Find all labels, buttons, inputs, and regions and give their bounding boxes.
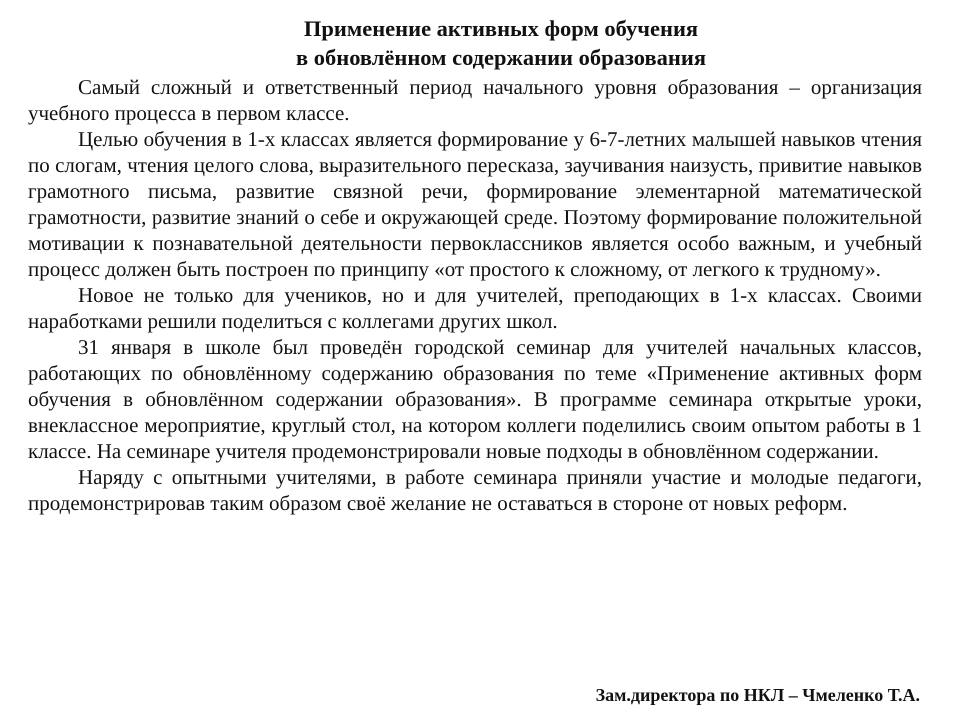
- paragraph-5: Наряду с опытными учителями, в работе семинара приняли участие и молодые педагоги, продемонстрировав таким образом своё желание не оставаться в стороне от новых реформ.: [28, 465, 922, 515]
- article-body: [28, 74, 922, 516]
- title-line-1: Применение активных форм обучения: [303, 16, 699, 41]
- paragraph-4: 31 января в школе был проведён городской семинар для учителей начальных классов, работающих по обновлённому содержанию образования по теме «Применение активных форм обучения в обновлённом содержании образования». В программе семинара открытые уроки, внеклассное мероприятие, круглый стол, на котором коллеги поделились своим опытом работы в 1 классе. На семинаре учителя продемонстрировали новые подходы в обновлённом содержании.: [28, 335, 922, 463]
- signature: Зам.директора по НКЛ – Чмеленко Т.А.: [595, 685, 920, 705]
- title-line-2: в обновлённом содержании образования: [295, 45, 706, 70]
- document-title: [28, 14, 922, 72]
- paragraph-2: Целью обучения в 1-х классах является формирование у 6-7-летних малышей навыков чтения по слогам, чтения целого слова, выразительного пересказа, заучивания наизусть, привитие навыков грамотного письма, развитие связной речи, формирование элементарной математической грамотности, развитие знаний о себе и окружающей среде. Поэтому формирование положительной мотивации к познавательной деятельности первоклассников является особо важным, и учебный процесс должен быть построен по принципу «от простого к сложному, от легкого к трудному».: [28, 127, 922, 281]
- document-page: [28, 14, 922, 714]
- paragraph-3: Новое не только для учеников, но и для учителей, преподающих в 1-х классах. Своими наработками решили поделиться с коллегами других школ.: [28, 283, 922, 333]
- paragraph-1: Самый сложный и ответственный период начального уровня образования – организация учебного процесса в первом классе.: [28, 75, 922, 125]
